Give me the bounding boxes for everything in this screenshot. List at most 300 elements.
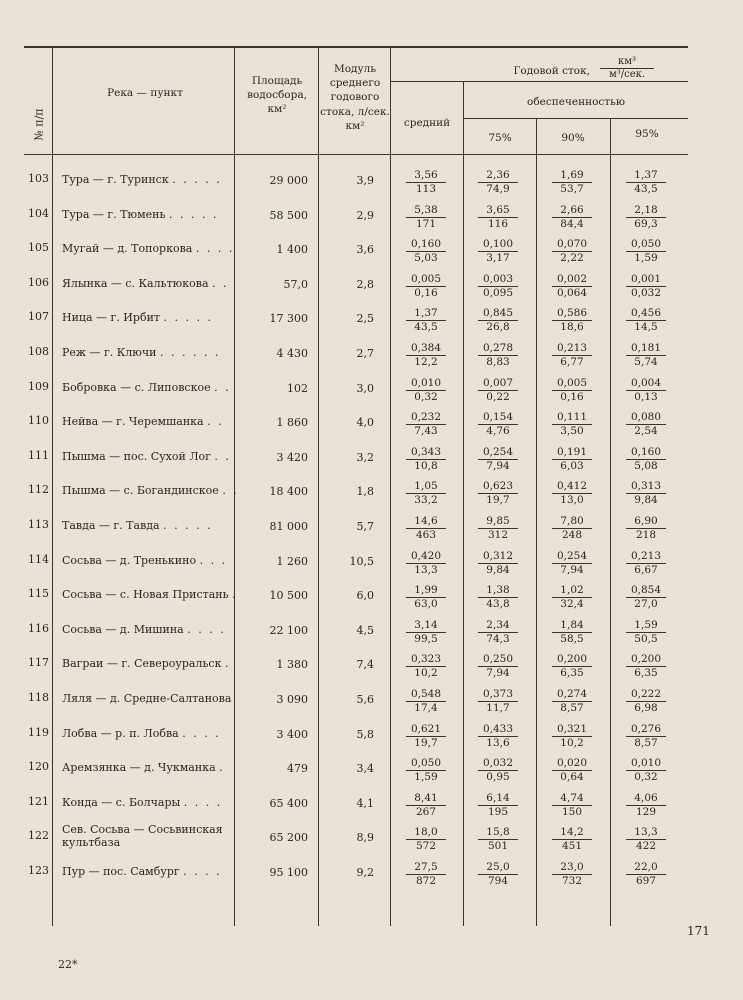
row-number: 119 [28,726,49,739]
runoff-volume: 13,3 [626,827,666,840]
runoff-discharge: 0,32 [414,390,438,403]
runoff-discharge: 84,4 [560,217,584,230]
runoff-volume: 0,111 [552,412,592,425]
runoff-discharge: 0,032 [630,286,662,299]
runoff-p75-fraction [470,689,526,713]
runoff-volume: 18,0 [406,827,446,840]
runoff-volume: 1,05 [406,481,446,494]
runoff-volume: 0,222 [626,689,666,702]
row-number: 121 [28,795,49,808]
runoff-discharge: 451 [561,839,583,852]
runoff-p90-fraction [544,343,600,367]
runoff-volume: 0,005 [552,378,592,391]
row-number: 113 [28,518,49,531]
runoff-p90-fraction [544,274,600,298]
runoff-p90-fraction [544,758,600,782]
area-value: 58 500 [269,209,308,222]
runoff-discharge: 6,03 [560,459,584,472]
runoff-volume: 0,001 [626,274,666,287]
runoff-discharge: 10,2 [560,736,584,749]
runoff-volume: 1,37 [626,170,666,183]
runoff-volume: 0,433 [478,724,518,737]
runoff-volume: 0,420 [406,551,446,564]
leader-dots: . . . . [183,865,222,878]
runoff-discharge: 18,6 [560,320,584,333]
header-mean: средний [403,117,451,129]
runoff-discharge: 697 [635,874,657,887]
runoff-discharge: 0,16 [560,390,584,403]
runoff-discharge: 6,98 [634,701,658,714]
runoff-discharge: 33,2 [414,493,438,506]
runoff-p75-fraction [470,170,526,194]
area-value: 65 400 [269,797,308,810]
river-name: Тура — г. Тюмень [62,208,166,221]
module-value: 4,1 [356,797,374,810]
runoff-volume: 0,070 [552,239,592,252]
runoff-p75-fraction [470,654,526,678]
runoff-discharge: 9,84 [486,563,510,576]
header-bottom-rule [24,154,688,155]
runoff-volume: 6,90 [626,516,666,529]
area-value: 479 [287,762,308,775]
leader-dots: . . [207,415,224,428]
runoff-p75-fraction [470,551,526,575]
runoff-discharge: 312 [487,528,509,541]
runoff-p95-fraction [618,793,674,817]
runoff-p90-fraction [544,412,600,436]
river-name: Сосьва — с. Новая Пристань [62,588,229,601]
runoff-volume: 0,456 [626,308,666,321]
runoff-volume: 27,5 [406,862,446,875]
runoff-volume: 14,6 [406,516,446,529]
runoff-volume: 0,854 [626,585,666,598]
runoff-p90-fraction [544,620,600,644]
row-number: 116 [28,622,49,635]
runoff-discharge: 10,8 [414,459,438,472]
leader-dots: . . . . . . [159,346,221,359]
leader-dots: . . . . . [163,519,213,532]
runoff-volume: 0,250 [478,654,518,667]
row-number: 108 [28,345,49,358]
runoff-mean-fraction [398,620,454,644]
runoff-discharge: 12,2 [414,355,438,368]
runoff-volume: 0,181 [626,343,666,356]
runoff-p75-fraction [470,585,526,609]
area-value: 1 400 [276,243,308,256]
river-name: Пышма — с. Богандинское [62,484,219,497]
runoff-volume: 0,050 [406,758,446,771]
runoff-volume: 0,343 [406,447,446,460]
module-value: 5,7 [356,520,374,533]
runoff-volume: 0,213 [552,343,592,356]
runoff-p75-fraction [470,516,526,540]
runoff-discharge: 43,5 [634,182,658,195]
runoff-p90-fraction [544,378,600,402]
runoff-volume: 0,586 [552,308,592,321]
river-point [62,865,242,878]
runoff-volume: 0,412 [552,481,592,494]
runoff-discharge: 6,35 [560,666,584,679]
runoff-mean-fraction [398,481,454,505]
runoff-discharge: 32,4 [560,597,584,610]
leader-dots: . . . . . [172,173,222,186]
runoff-volume: 2,34 [478,620,518,633]
area-value: 95 100 [269,866,308,879]
runoff-p75-fraction [470,827,526,851]
runoff-discharge: 0,22 [486,390,510,403]
runoff-discharge: 116 [487,217,509,230]
runoff-p95-fraction [618,862,674,886]
runoff-p75-fraction [470,239,526,263]
runoff-units-denominator: м³/сек. [608,69,646,80]
runoff-p95-fraction [618,170,674,194]
runoff-discharge: 422 [635,839,657,852]
runoff-p90-fraction [544,481,600,505]
module-value: 2,7 [356,347,374,360]
runoff-p90-fraction [544,689,600,713]
runoff-volume: 0,313 [626,481,666,494]
leader-dots: . . . . . [163,311,213,324]
runoff-discharge: 8,57 [560,701,584,714]
header-runoff-title: Годовой сток, [513,65,590,77]
runoff-discharge: 0,95 [486,770,510,783]
river-name: Ляля — д. Средне-Салтанова [62,692,232,705]
river-point [62,277,242,290]
runoff-mean-fraction [398,585,454,609]
runoff-discharge: 50,5 [634,632,658,645]
row-number: 112 [28,483,49,496]
river-point [62,692,242,705]
header-runoff-units [592,57,662,80]
runoff-volume: 0,002 [552,274,592,287]
runoff-volume: 23,0 [552,862,592,875]
runoff-volume: 0,254 [552,551,592,564]
runoff-volume: 0,623 [478,481,518,494]
runoff-volume: 8,41 [406,793,446,806]
runoff-volume: 3,65 [478,205,518,218]
runoff-volume: 0,548 [406,689,446,702]
river-point [62,823,242,849]
runoff-discharge: 0,64 [560,770,584,783]
area-value: 102 [287,382,308,395]
runoff-volume: 5,38 [406,205,446,218]
area-value: 1 860 [276,416,308,429]
header-number: № п/п [32,108,46,141]
leader-dots: . . . . [182,727,221,740]
runoff-volume: 1,99 [406,585,446,598]
runoff-volume: 0,373 [478,689,518,702]
row-number: 106 [28,276,49,289]
runoff-volume: 0,845 [478,308,518,321]
row-number: 111 [28,449,49,462]
area-value: 1 260 [276,555,308,568]
runoff-volume: 0,007 [478,378,518,391]
runoff-p95-fraction [618,308,674,332]
river-point [62,173,242,186]
runoff-volume: 0,621 [406,724,446,737]
runoff-mean-fraction [398,343,454,367]
leader-dots: . . . . [183,796,223,809]
runoff-volume: 3,56 [406,170,446,183]
area-value: 29 000 [269,174,308,187]
module-value: 3,9 [356,174,374,187]
river-name: Сев. Сосьва — Сосьвинская культбаза [62,823,223,850]
river-name: Лобва — р. п. Лобва [62,727,179,740]
header-p90: 90% [561,132,585,144]
runoff-discharge: 2,54 [634,424,658,437]
runoff-mean-fraction [398,412,454,436]
area-value: 4 430 [276,347,308,360]
river-name: Пур — пос. Самбург [62,865,180,878]
runoff-discharge: 69,3 [634,217,658,230]
runoff-p75-fraction [470,205,526,229]
river-point [62,381,242,394]
runoff-discharge: 53,7 [560,182,584,195]
row-number: 118 [28,691,49,704]
runoff-volume: 9,85 [478,516,518,529]
runoff-discharge: 195 [487,805,509,818]
runoff-p95-fraction [618,827,674,851]
runoff-volume: 0,100 [478,239,518,252]
runoff-p75-fraction [470,378,526,402]
runoff-p95-fraction [618,620,674,644]
runoff-volume: 0,003 [478,274,518,287]
runoff-p90-fraction [544,447,600,471]
runoff-volume: 0,050 [626,239,666,252]
row-number: 123 [28,864,49,877]
runoff-mean-fraction [398,239,454,263]
runoff-volume: 0,232 [406,412,446,425]
runoff-volume: 0,312 [478,551,518,564]
runoff-discharge: 74,3 [486,632,510,645]
runoff-p95-fraction [618,378,674,402]
runoff-p75-fraction [470,862,526,886]
runoff-p95-fraction [618,481,674,505]
river-point [62,727,242,740]
runoff-p75-fraction [470,758,526,782]
runoff-volume: 2,66 [552,205,592,218]
runoff-p95-fraction [618,447,674,471]
runoff-discharge: 26,8 [486,320,510,333]
col-divider-p75 [536,118,537,926]
runoff-p75-fraction [470,447,526,471]
runoff-volume: 2,18 [626,205,666,218]
river-point [62,450,242,463]
runoff-volume: 25,0 [478,862,518,875]
header-probability: обеспеченностью [527,96,625,108]
runoff-discharge: 3,17 [486,251,510,264]
row-number: 120 [28,760,49,773]
module-value: 3,6 [356,243,374,256]
area-value: 3 420 [276,451,308,464]
river-point [62,796,242,809]
runoff-p95-fraction [618,412,674,436]
runoff-discharge: 6,67 [634,563,658,576]
runoff-volume: 1,59 [626,620,666,633]
runoff-subheader-rule [390,81,688,82]
runoff-p90-fraction [544,827,600,851]
runoff-mean-fraction [398,827,454,851]
river-point [62,761,242,774]
river-name: Бобровка — с. Липовское [62,381,211,394]
row-number: 107 [28,310,49,323]
river-name: Аремзянка — д. Чукманка [62,761,216,774]
runoff-p75-fraction [470,724,526,748]
runoff-volume: 0,032 [478,758,518,771]
row-number: 109 [28,380,49,393]
runoff-volume: 0,213 [626,551,666,564]
leader-dots: . . . [199,554,228,567]
area-value: 65 200 [269,831,308,844]
river-name: Нейва — г. Черемшанка [62,415,204,428]
module-value: 1,8 [356,485,374,498]
module-value: 2,8 [356,278,374,291]
runoff-discharge: 6,35 [634,666,658,679]
river-point [62,554,242,567]
runoff-p90-fraction [544,205,600,229]
module-value: 2,5 [356,312,374,325]
runoff-discharge: 19,7 [486,493,510,506]
runoff-volume: 0,191 [552,447,592,460]
runoff-discharge: 0,16 [414,286,438,299]
runoff-mean-fraction [398,724,454,748]
runoff-discharge: 3,50 [560,424,584,437]
runoff-discharge: 8,83 [486,355,510,368]
runoff-discharge: 99,5 [414,632,438,645]
runoff-discharge: 0,095 [482,286,514,299]
table-top-rule [24,46,688,48]
area-value: 57,0 [283,278,308,291]
module-value: 3,0 [356,382,374,395]
runoff-discharge: 19,7 [414,736,438,749]
runoff-mean-fraction [398,378,454,402]
river-name: Сосьва — д. Мишина [62,623,184,636]
leader-dots: . [232,588,238,601]
runoff-p95-fraction [618,585,674,609]
runoff-p75-fraction [470,481,526,505]
runoff-discharge: 248 [561,528,583,541]
runoff-discharge: 1,59 [414,770,438,783]
runoff-discharge: 732 [561,874,583,887]
module-value: 2,9 [356,209,374,222]
module-value: 4,5 [356,624,374,637]
module-value: 3,2 [356,451,374,464]
runoff-discharge: 150 [561,805,583,818]
runoff-discharge: 572 [415,839,437,852]
col-divider-module [390,46,391,926]
runoff-discharge: 218 [635,528,657,541]
runoff-discharge: 267 [415,805,437,818]
area-value: 3 090 [276,693,308,706]
runoff-volume: 2,36 [478,170,518,183]
river-point [62,346,242,359]
runoff-mean-fraction [398,654,454,678]
leader-dots: . . [222,484,239,497]
runoff-volume: 1,02 [552,585,592,598]
runoff-mean-fraction [398,447,454,471]
runoff-p75-fraction [470,412,526,436]
module-value: 3,4 [356,762,374,775]
runoff-volume: 0,080 [626,412,666,425]
runoff-discharge: 13,3 [414,563,438,576]
runoff-discharge: 5,74 [634,355,658,368]
col-divider-p90 [610,118,611,926]
river-name: Сосьва — д. Тренькино [62,554,197,567]
runoff-discharge: 9,84 [634,493,658,506]
runoff-volume: 1,69 [552,170,592,183]
runoff-volume: 1,84 [552,620,592,633]
runoff-p95-fraction [618,516,674,540]
runoff-mean-fraction [398,758,454,782]
runoff-mean-fraction [398,516,454,540]
runoff-discharge: 2,22 [560,251,584,264]
runoff-p90-fraction [544,724,600,748]
river-name: Ялынка — с. Кальтюкова [62,277,209,290]
row-number: 114 [28,553,49,566]
area-value: 3 400 [276,728,308,741]
module-value: 9,2 [356,866,374,879]
river-point [62,311,242,324]
river-name: Реж — г. Ключи [62,346,157,359]
row-number: 110 [28,414,49,427]
area-value: 1 380 [276,658,308,671]
runoff-discharge: 6,77 [560,355,584,368]
header-p95: 95% [635,128,659,140]
runoff-p95-fraction [618,689,674,713]
runoff-volume: 0,010 [406,378,446,391]
module-value: 6,0 [356,589,374,602]
runoff-mean-fraction [398,689,454,713]
row-number: 117 [28,656,49,669]
signature-mark: 22* [58,958,78,971]
runoff-volume: 0,020 [552,758,592,771]
runoff-discharge: 7,43 [414,424,438,437]
module-value: 7,4 [356,658,374,671]
row-number: 122 [28,829,49,842]
runoff-discharge: 129 [635,805,657,818]
runoff-p95-fraction [618,205,674,229]
runoff-volume: 0,384 [406,343,446,356]
runoff-p90-fraction [544,654,600,678]
runoff-units-numerator: км³ [600,57,654,69]
river-name: Тура — г. Туринск [62,173,169,186]
runoff-mean-fraction [398,862,454,886]
runoff-p90-fraction [544,551,600,575]
module-value: 5,8 [356,728,374,741]
runoff-discharge: 13,0 [560,493,584,506]
runoff-mean-fraction [398,308,454,332]
row-number: 115 [28,587,49,600]
leader-dots: . . . . . [168,208,219,221]
runoff-discharge: 0,064 [556,286,588,299]
runoff-p75-fraction [470,274,526,298]
runoff-p95-fraction [618,239,674,263]
runoff-volume: 0,154 [478,412,518,425]
row-number: 105 [28,241,49,254]
runoff-discharge: 1,59 [634,251,658,264]
runoff-p75-fraction [470,620,526,644]
runoff-discharge: 5,03 [414,251,438,264]
row-number: 103 [28,172,49,185]
leader-dots: . . . . [195,242,235,255]
runoff-discharge: 13,6 [486,736,510,749]
river-name: Ваграи — г. Североуральск [62,657,222,670]
runoff-discharge: 10,2 [414,666,438,679]
runoff-p90-fraction [544,170,600,194]
river-name: Конда — с. Болчары [62,796,181,809]
river-point [62,208,242,221]
runoff-volume: 0,254 [478,447,518,460]
